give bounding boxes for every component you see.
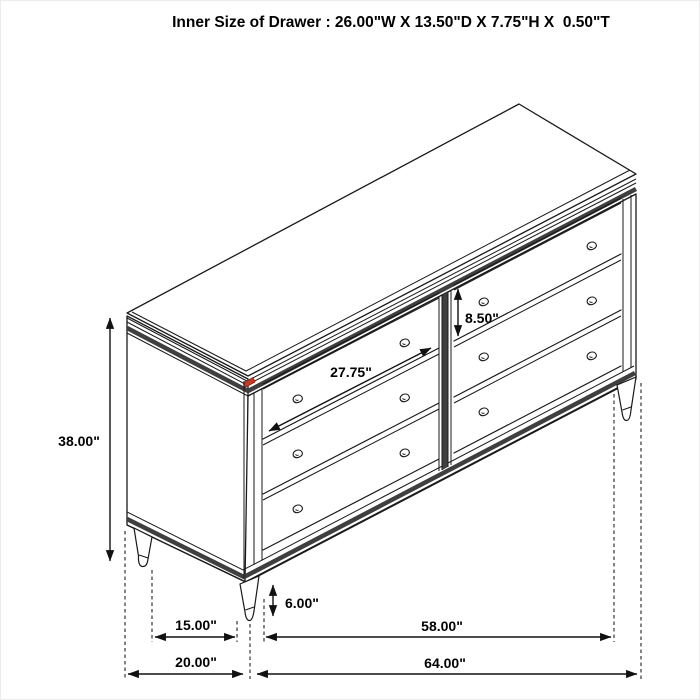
drawer-knob [400,449,409,457]
dimension-drawer-width-label: 27.75" [330,364,372,380]
dimension-leg-inset-label: 15.00" [175,617,217,633]
dimension-leg-span-label: 58.00" [421,618,463,634]
drawer-knob [587,297,596,305]
drawer-knob [587,242,596,250]
drawer-knob [293,450,302,458]
drawer-knob [479,408,488,416]
leg-front-right [617,377,636,421]
drawer-knob [400,394,409,402]
dresser-outline [127,104,636,621]
dimension-drawer-height-label: 8.50" [465,310,499,326]
drawer-knob [293,395,302,403]
drawer-knob [587,352,596,360]
dimension-overall-height-label: 38.00" [58,433,100,449]
dimension-overall-width-label: 64.00" [424,655,466,671]
drawer-knob [400,339,409,347]
dimension-leg-height-label: 6.00" [285,595,319,611]
dimension-overall-depth-label: 20.00" [175,654,217,670]
drawer-knob [293,505,302,513]
drawer-knob [479,353,488,361]
diagram-title: Inner Size of Drawer : 26.00"W X 13.50"D X 7.75"H X 0.50"T [172,14,610,31]
drawer-knob [479,298,488,306]
leg-front-left [240,576,259,621]
dresser-dimension-diagram [1,1,700,700]
